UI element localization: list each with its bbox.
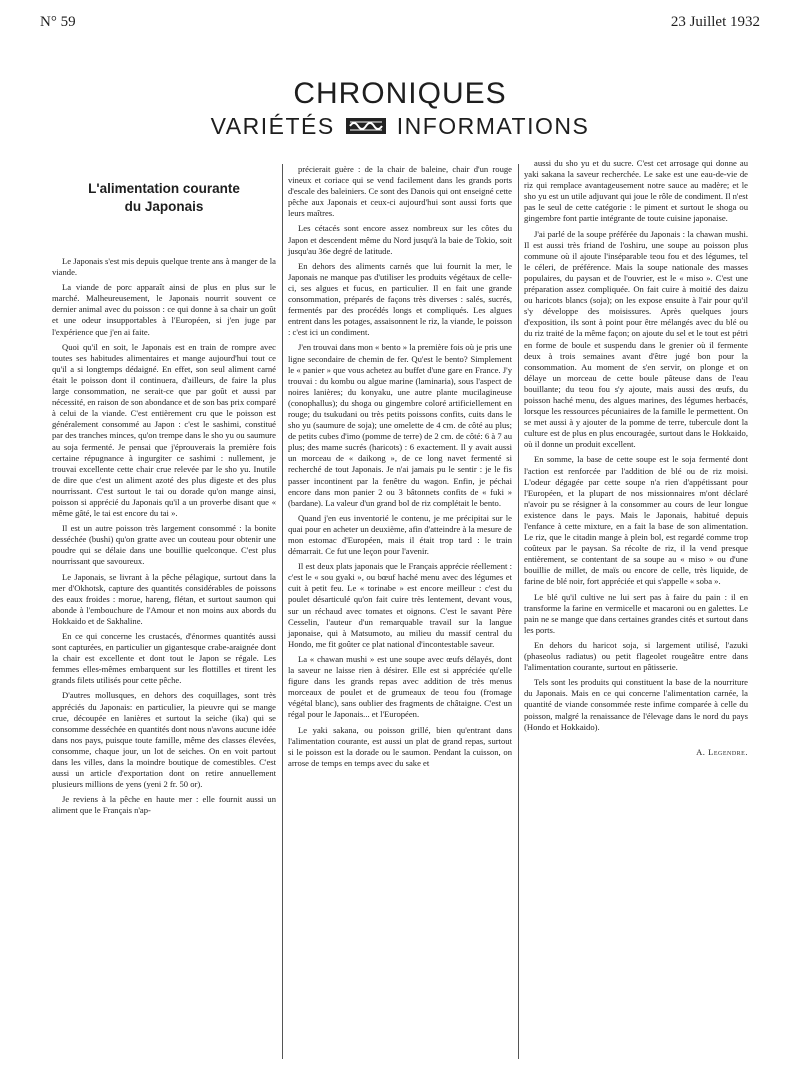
article-paragraph: J'ai parlé de la soupe préférée du Japonais : la chawan mushi. Il est aussi très friand de l'oshiru, une soupe au poisson plus commune où il ajoute l'inséparable teou fou et des légumes, tel le céleri, de préférence. Mais la soupe nationale des masses populaires, du paysan et de l'ouvrier, est le « miso ». C'est une préparation assez compliquée. On fait cuire à moitié des daizu ou haricots blancs (soja); on les expose ensuite à l'air pour qu'il s'y développe des moisissures. Après quelques jours d'exposition, ils sont à point pour être mélangés avec du blé ou du riz traité de la même façon; on ajoute du sel et le tout est pétri en forme de boule et suspendu dans le grenier où il fermente deux à trois semaines avant d'être jugé bon pour la consommation. Au moment de s'en servir, on plonge et on délaye un morceau de cette boule pâteuse dans de l'eau bouillante; du teou fou s'y ajoute, mais aussi des œufs, du poisson haché menu, des algues marines, des légumes herbacés, lorsque les ressources pécuniaires de la famille le permettent. On se met aussi à y ajouter de la pomme de terre, tubercule dont la culture est de plus en plus encouragée, surtout dans le Hokkaido, où il donne un produit excellent. [524,228,748,450]
article-paragraph: Le yaki sakana, ou poisson grillé, bien qu'entrant dans l'alimentation courante, est aussi un plat de grand repas, surtout si le poisson est la dorade ou le saumon. Pendant la cuisson, on arrose de temps en temps avec du sake et [288,724,512,768]
subtitle-right-word: INFORMATIONS [396,113,590,139]
article-columns [52,158,762,1068]
column-1-body [52,256,276,817]
article-paragraph: Quoi qu'il en soit, le Japonais est en train de rompre avec toutes ses habitudes alimentaires et mange aujourd'hui tout ce qu'il a si longtemps dédaigné. En effet, son seul aliment carné était le poisson dont il continuera, d'ailleurs, de faire la plus large consommation, ne serait-ce que par goût et aussi par nécessité, en raison de son abondance et de son bas prix comparé à celui de la viande. C'est entièrement cru que le poisson est généralement consommé au Japon : c'est le sashimi, constitué par des tranches minces, qu'on trempe dans le sho yu ou saumure au soja fermenté. Je pensai que j'éprouverais la première fois certaine répugnance à ingurgiter ce sashimi : nullement, je trouvai excellente cette chair crue relevée par le sho yu. Inutile de dire que c'est un aliment azoté des plus digeste et des plus nourrissant. C'est surtout le tai ou dorade qu'on mange ainsi, poisson si apprécié du Japonais qu'il a un proverbe disant que « même gâté, le tai est encore du tai ». [52,341,276,519]
article-paragraph: En dehors du haricot soja, si largement utilisé, l'azuki (phaseolus radiatus) ou petit flageolet rougeâtre entre dans l'alimentation courante, surtout en pâtisserie. [524,639,748,673]
article-paragraph: D'autres mollusques, en dehors des coquillages, sont très appréciés du Japonais: en particulier, la pieuvre qui se mange crue, découpée en lanières et surtout la seiche (ika) qui se consomme desséchée en quantités dont nous n'avons aucune idée dans nos pays, puisque toute famille, même des classes élevées, consomme, chaque jour, un lot de seiches. On en voit partout dans les villes, dans la moindre boutique de comestibles. C'est aussi un article d'exportation dont on retire annuellement plusieurs millions de yens (yeni 2 fr. 50 or). [52,690,276,790]
column-3-body [524,158,748,733]
article-paragraph: J'en trouvai dans mon « bento » la première fois où je pris une ligne secondaire de chemin de fer. Qu'est le bento? Simplement le « panier » que vous achetez au buffet d'une gare en France. J'y trouvai : du kombu ou algue marine (laminaria), sous l'aspect de noires lanières; du konyaku, une autre plante mucilagineuse (conophallus); du shoga ou gingembre coloré artificiellement en rouge; du tsukudani ou très petits poissons confits, cuits dans le sho yu (saumure de soja); une omelette de 4 cm. de côté au plus; de petits cubes d'imo (pomme de terre) de 2 cm. de côté: 6 à 7 au plus; des mame sucrés (haricots) : 6 exactement. Il y avait aussi un morceau de « daikong », de ce long navet fermenté si recherché de tout Japonais. Je n'ai jamais pu le sentir : je le fis passer incontinent par la fenêtre du wagon. Enfin, je péchai encore dans mon panier 2 ou 3 bâtonnets confits de « fuki » (bardane). La valeur d'un grand bol de riz complétait le bento. [288,342,512,508]
article-paragraph: La « chawan mushi » est une soupe avec œufs délayés, dont la saveur ne laisse rien à désirer. Elle est si appréciée qu'elle figure dans les grands repas avec addition de très menus morceaux de poulet et de grumeaux de teou fou (fromage végétal blanc), sans oublier des fragments de châtaigne. C'est un régal pour le Japonais... et l'Européen. [288,653,512,720]
article-paragraph: Quand j'en eus inventorié le contenu, je me précipitai sur le quai pour en acheter un deuxième, afin d'atteindre à la mesure de mon estomac d'Européen, mais il était trop tard : le train démarrait. Ce fut une leçon pour l'avenir. [288,512,512,557]
article-paragraph: Je reviens à la pêche en haute mer : elle fournit aussi un aliment que le Français n'ap- [52,794,276,816]
column-divider [282,164,283,1059]
article-paragraph: Il est un autre poisson très largement consommé : la bonite desséchée (bushi) qu'on gratte avec un couteau pour obtenir une poudre qui se délaie dans une bouillie quelconque. C'est plus nourrissant que savoureux. [52,523,276,567]
subtitle-left-word: VARIÉTÉS [210,113,335,139]
article-paragraph: En somme, la base de cette soupe est le soja fermenté dont l'action est renforcée par l'addition de blé ou de riz moisi. L'odeur dégagée par cette soupe n'a rien d'appétissant pour l'Européen, et la plupart de nos missionnaires m'ont déclaré n'avoir pu se résigner à la consommer au cours de leur longue existence dans le pays. Mais le Japonais, habitué depuis l'enfance à cette mixture, en a fait la base de son alimentation. Le riz, que le citadin mange à plein bol, est regardé comme trop coûteux par le paysan. Sa récolte de riz, il la vend presque entièrement, se contentant de sa soupe au « miso » ou d'une bouillie de millet, de maïs ou encore de celle, très liquide, de farine de blé noir, fort appréciée et qui s'appelle « soba ». [524,454,748,587]
page-number: N° 59 [40,14,76,30]
article-column-1 [52,158,276,821]
article-title-line-1: L'alimentation courante [88,181,240,196]
article-column-3 [524,158,748,758]
section-masthead [0,78,800,140]
article-paragraph: En dehors des aliments carnés que lui fournit la mer, le Japonais ne manque pas d'utiliser les produits végétaux de celle-ci, ses algues et fucus, en particulier. Il en fait une grande consommation, préparés de façons très diverses : salés, sucrés, fermentés par des procédés longs et compliqués. Les algues entrent dans les potages, assaisonnent le riz, la viande, le poisson : c'est ici un condiment. [288,260,512,338]
article-author: A. Legendre. [696,746,748,757]
section-title: CHRONIQUES [293,77,507,110]
article-paragraph: La viande de porc apparaît ainsi de plus en plus sur le marché. Malheureusement, le Japonais nourrit souvent ce dernier animal avec du poisson : ce qui donne à sa chair un goût et une odeur insupportables à l'Européen, si j'en juge par l'expérience que j'en ai faite. [52,282,276,337]
article-paragraph: Il est deux plats japonais que le Français apprécie réellement : c'est le « sou gyaki », ou bœuf haché menu avec des légumes et cuit à petit feu. Le « torinabe » est encore meilleur : c'est du poulet désarticulé qu'on fait cuire très lentement, devant vous, sur un réchaud avec tomates et oignons. C'est le savant Père Cesselin, l'auteur d'un remarquable travail sur la langue japonaise, qui à Matsumoto, au milieu du massif central du Hondo, me fit goûter ce plat national d'incontestable saveur. [288,561,512,649]
article-column-2 [288,164,512,773]
article-paragraph: Le Japonais, se livrant à la pêche pélagique, surtout dans la mer d'Okhotsk, capture des quantités considérables de poissons des eaux froides : morue, hareng, flétan, et surtout saumon qui abonde à l'embouchure de l'Amour et non moins aux abords du Hokkaido et de Sakhaline. [52,571,276,626]
article-paragraph: Tels sont les produits qui constituent la base de la nourriture du Japonais. Mais en ce qui concerne l'alimentation carnée, la quantité de viande consommée reste infime comparée à celle du poisson, malgré la renaissance de l'élevage dans le nord du pays (Hondo et Hokkaido). [524,677,748,732]
section-subtitle [0,112,800,140]
column-divider [518,164,519,1059]
issue-date: 23 Juillet 1932 [670,14,760,30]
article-paragraph: Le blé qu'il cultive ne lui sert pas à faire du pain : il en transforme la farine en vermicelle et macaroni ou en galettes. Le pain ne se mange que dans certaines grandes cités et surtout dans les ports. [524,591,748,635]
ornament-icon [345,116,387,136]
column-2-body [288,164,512,769]
article-paragraph: aussi du sho yu et du sucre. C'est cet arrosage qui donne au yaki sakana la saveur recherchée. Le sake est une eau-de-vie de riz qui remplace avantageusement notre sauce au madère; et le sho yu est un utile adjuvant qui joue le rôle de condiment. Il n'est pas le seul de cette catégorie : le piment et surtout le shoga ou gingembre font partie intégrante de toute cuisine japonaise. [524,158,748,224]
article-paragraph: Les cétacés sont encore assez nombreux sur les côtes du Japon et descendent même du Nord jusqu'à la baie de Tokio, soit jusqu'au 36e degré de latitude. [288,223,512,256]
article-paragraph: précierait guère : de la chair de baleine, chair d'un rouge vineux et coriace qui se vend facilement dans les grands ports d'escale des baleiniers. Ce sont des Danois qui ont enseigné cette pêche aux Japonais et ceux-ci aujourd'hui sont aussi forts que leurs maîtres. [288,164,512,219]
page-header [40,14,760,38]
article-paragraph: Le Japonais s'est mis depuis quelque trente ans à manger de la viande. [52,256,276,278]
article-paragraph: En ce qui concerne les crustacés, d'énormes quantités aussi sont capturées, en particulier un gigantesque crabe-araignée dont la chair est excellente et dont tout le Japon se régale. Les femmes elles-mêmes embarquent sur les flottilles et tirent les grands filets utilisés pour cette pêche. [52,631,276,686]
article-title-line-2: du Japonais [124,199,204,214]
article-title [52,180,276,216]
